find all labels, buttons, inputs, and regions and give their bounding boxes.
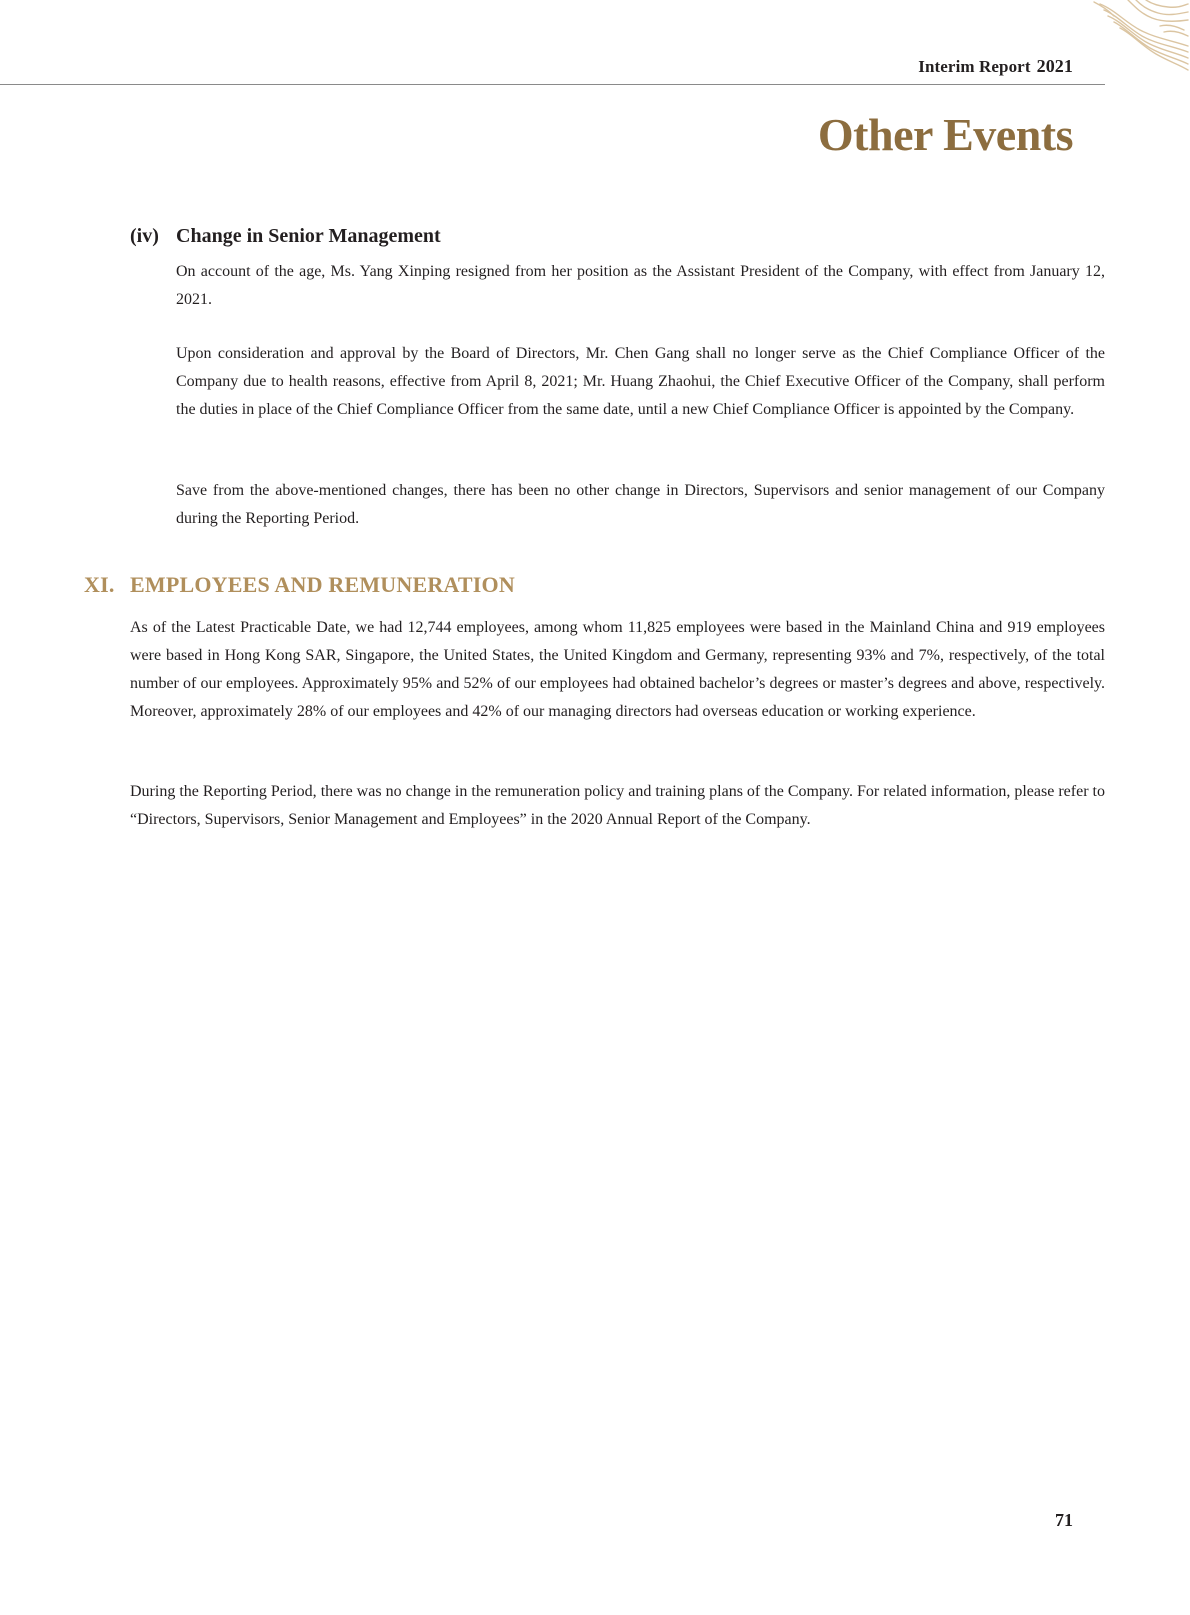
- running-header: [918, 56, 1073, 77]
- page-title: Other Events: [817, 109, 1073, 160]
- paragraph-remuneration: During the Reporting Period, there was no change in the remuneration policy and training plans of the Company. For related information, please refer to “Directors, Supervisors, Senior Management and Employees” in the 2020 Annual Report of the Company.: [130, 783, 1105, 828]
- paragraph-resignation: On account of the age, Ms. Yang Xinping resigned from her position as the Assistant President of the Company, with effect from January 12, 2021.: [176, 263, 1105, 308]
- header-divider: [0, 84, 1105, 85]
- report-year: 2021: [1036, 56, 1073, 76]
- paragraph-compliance-officer: Upon consideration and approval by the Board of Directors, Mr. Chen Gang shall no longer serve as the Chief Compliance Officer of the Company due to health reasons, effective from April 8, 2021; Mr. Huang Zhaohui, the Chief Executive Officer of the Company, shall perform the duties in place of the Chief Compliance Officer from the same date, until a new Chief Compliance Officer is appointed by the Company.: [176, 345, 1105, 418]
- page-number: 71: [1055, 1510, 1073, 1530]
- subsection-title: Change in Senior Management: [176, 225, 441, 247]
- subsection-number: (iv): [130, 225, 159, 247]
- report-name: Interim Report: [918, 57, 1031, 76]
- decorative-wave-ornament-icon: [1080, 0, 1190, 80]
- section-number: XI.: [84, 572, 115, 597]
- subsection-heading: [130, 225, 441, 248]
- section-heading: [84, 572, 515, 598]
- paragraph-employees: As of the Latest Practicable Date, we had 12,744 employees, among whom 11,825 employees were based in the Mainland China and 919 employees were based in Hong Kong SAR, Singapore, the United States, the United Kingdom and Germany, representing 93% and 7%, respectively, of the total number of our employees. Approximately 95% and 52% of our employees had obtained bachelor’s degrees or master’s degrees and above, respectively. Moreover, approximately 28% of our employees and 42% of our managing directors had overseas education or working experience.: [130, 619, 1105, 720]
- paragraph-no-other-change: Save from the above-mentioned changes, there has been no other change in Directors, Supervisors and senior management of our Company during the Reporting Period.: [176, 482, 1105, 527]
- section-title: EMPLOYEES AND REMUNERATION: [130, 572, 515, 597]
